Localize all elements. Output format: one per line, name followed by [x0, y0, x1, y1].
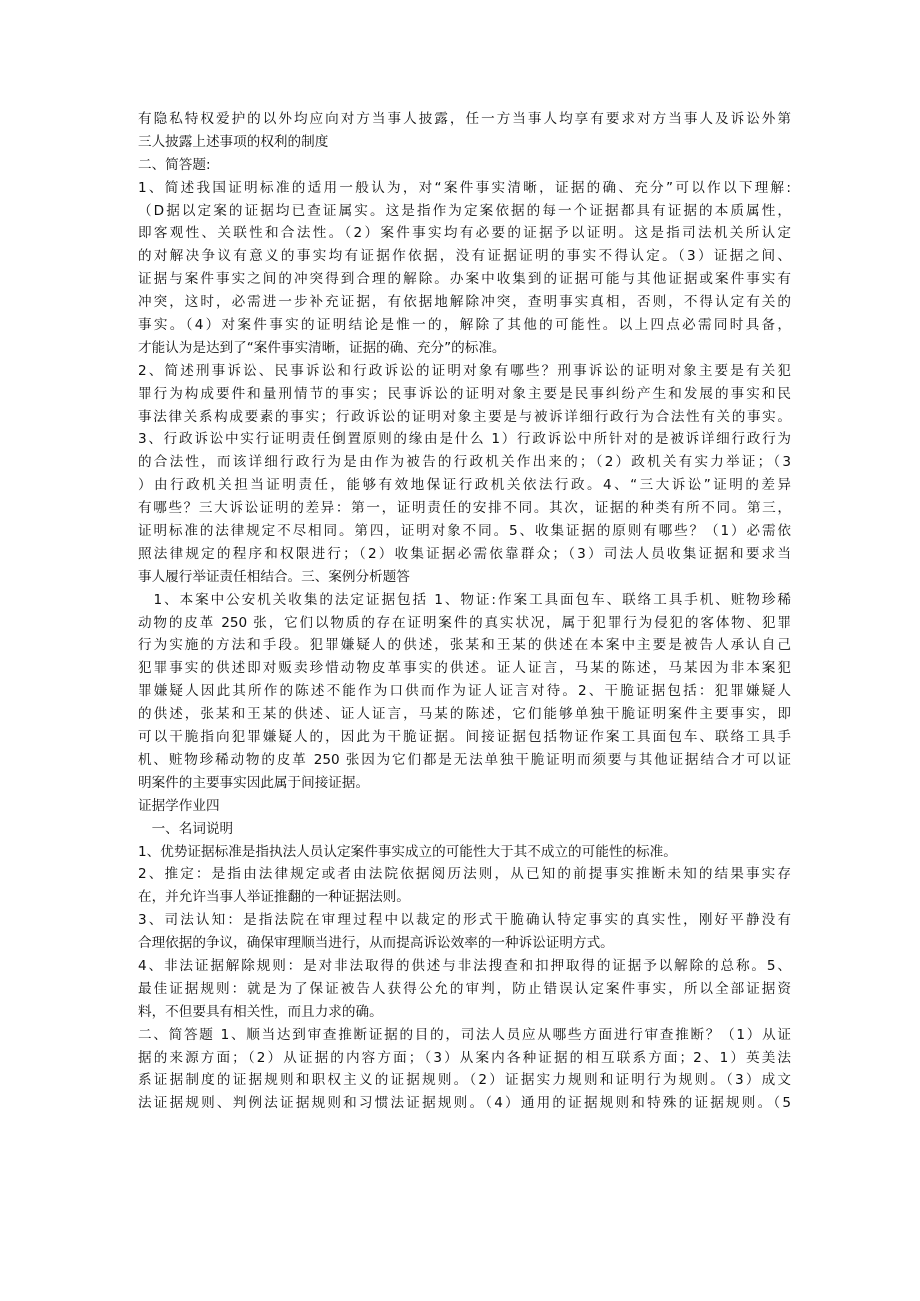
text-line: 二、简答题:	[138, 156, 211, 173]
text-line: 事法律关系构成要素的事实；行政诉讼的证明对象主要是与被诉详细行政行为合法性有关的事实。	[138, 408, 791, 425]
text-line: 行为实施的方法和手段。犯罪嫌疑人的供述，张某和王某的供述在本案中主要是被告人承认自己	[138, 637, 791, 654]
text-line: 三人披露上述事项的权利的制度	[138, 133, 329, 150]
text-line: 罪嫌疑人因此其所作的陈述不能作为口供而作为证人证言对待。2、干脆证据包括：犯罪嫌疑人	[138, 683, 791, 700]
text-line: 1、优势证据标准是指执法人员认定案件事实成立的可能性大于其不成立的可能性的标准。	[138, 843, 677, 860]
text-line: 证据学作业四	[138, 797, 220, 814]
text-line: 的供述，张某和王某的供述、证人证言，马某的陈述，它们能够单独干脆证明案件主要事实，即	[138, 706, 791, 723]
text-line: 系证据制度的证据规则和职权主义的证据规则。（2）证据实力规则和证明行为规则。（3）成文	[138, 1072, 791, 1089]
text-line: 才能认为是达到了“案件事实清晰，证据的确、充分”的标准。	[138, 339, 506, 356]
text-line: 即客观性、关联性和合法性。（2）案件事实均有必要的证据予以证明。这是指司法机关所认定	[138, 225, 791, 242]
text-line: 机、赃物珍稀动物的皮革 250 张因为它们都是无法单独干脆证明而须要与其他证据结合才可以证	[138, 751, 791, 768]
text-line: 有哪些？三大诉讼证明的差异：第一，证明责任的安排不同。其次，证据的种类有所不同。第三，	[138, 500, 791, 517]
text-line: 犯罪事实的供述即对贩卖珍惜动物皮革事实的供述。证人证言，马某的陈述，马某因为非本案犯	[138, 660, 791, 677]
text-line: 二、简答题 1、顺当达到审查推断证据的目的，司法人员应从哪些方面进行审查推断？（1）从证	[138, 1026, 791, 1043]
text-line: ）由行政机关担当证明责任，能够有效地保证行政机关依法行政。4、“三大诉讼”证明的差异	[138, 477, 791, 494]
text-line: 的对解决争议有意义的事实均有证据作依据，没有证据证明的事实不得认定。（3）证据之间、	[138, 248, 791, 265]
text-line: 2、推定：是指由法律规定或者由法院依据阅历法则，从已知的前提事实推断未知的结果事实存	[138, 866, 791, 883]
text-line: 合理依据的争议，确保审理顺当进行，从而提高诉讼效率的一种诉讼证明方式。	[138, 935, 614, 952]
text-line: 事实。（4）对案件事实的证明结论是惟一的，解除了其他的可能性。以上四点必需同时具备，	[138, 317, 791, 334]
text-line: 最佳证据规则：就是为了保证被告人获得公允的审判，防止错误认定案件事实，所以全部证据资	[138, 980, 791, 997]
text-line: 一、名词说明	[138, 820, 234, 837]
text-line: 料，不但要具有相关性，而且力求的确。	[138, 1003, 383, 1020]
text-line: （D据以定案的证据均已查证属实。这是指作为定案依据的每一个证据都具有证据的本质属性，	[138, 202, 791, 219]
text-line: 4、非法证据解除规则：是对非法取得的供述与非法搜查和扣押取得的证据予以解除的总称。5、	[138, 957, 791, 974]
text-line: 据的来源方面；（2）从证据的内容方面；（3）从案内各种证据的相互联系方面；2、1）英美法	[138, 1049, 791, 1066]
text-line: 动物的皮革 250 张，它们以物质的存在证明案件的真实状况，属于犯罪行为侵犯的客体物、犯罪	[138, 614, 791, 631]
text-line: 在，并允许当事人举证推翻的一种证据法则。	[138, 889, 410, 906]
text-line: 照法律规定的程序和权限进行；（2）收集证据必需依靠群众；（3）司法人员收集证据和要求当	[138, 545, 791, 562]
text-line: 罪行为构成要件和量刑情节的事实；民事诉讼的证明对象主要是民事纠纷产生和发展的事实和民	[138, 385, 791, 402]
text-line: 的合法性，而该详细行政行为是由作为被告的行政机关作出来的；（2）政机关有实力举证；（3	[138, 454, 791, 471]
text-line: 1、简述我国证明标准的适用一般认为，对“案件事实清晰，证据的确、充分”可以作以下理解:	[138, 179, 791, 196]
text-line: 事人履行举证责任相结合。三、案例分析题答	[138, 568, 410, 585]
text-line: 3、行政诉讼中实行证明责任倒置原则的缘由是什么 1）行政诉讼中所针对的是被诉详细行政行为	[138, 431, 791, 448]
document-body	[138, 108, 791, 1115]
text-line: 可以干脆指向犯罪嫌疑人的，因此为干脆证据。间接证据包括物证作案工具面包车、联络工具手	[138, 729, 791, 746]
text-line: 证明标准的法律规定不尽相同。第四，证明对象不同。5、收集证据的原则有哪些？（1）必需依	[138, 523, 791, 540]
text-line: 有隐私特权爱护的以外均应向对方当事人披露，任一方当事人均享有要求对方当事人及诉讼外第	[138, 111, 791, 127]
text-line: 2、简述刑事诉讼、民事诉讼和行政诉讼的证明对象有哪些？刑事诉讼的证明对象主要是有关犯	[138, 362, 791, 379]
text-line: 1、本案中公安机关收集的法定证据包括 1、物证:作案工具面包车、联络工具手机、赃物珍稀	[138, 591, 791, 608]
text-line: 证据与案件事实之间的冲突得到合理的解除。办案中收集到的证据可能与其他证据或案件事实有	[138, 271, 791, 288]
text-line: 冲突，这时，必需进一步补充证据，有依据地解除冲突，查明事实真相，否则，不得认定有关的	[138, 294, 791, 311]
text-line: 明案件的主要事实因此属于间接证据。	[138, 774, 370, 791]
text-line: 法证据规则、判例法证据规则和习惯法证据规则。（4）通用的证据规则和特殊的证据规则。（5	[138, 1095, 791, 1112]
text-line: 3、司法认知：是指法院在审理过程中以裁定的形式干脆确认特定事实的真实性，刚好平静没有	[138, 912, 791, 929]
